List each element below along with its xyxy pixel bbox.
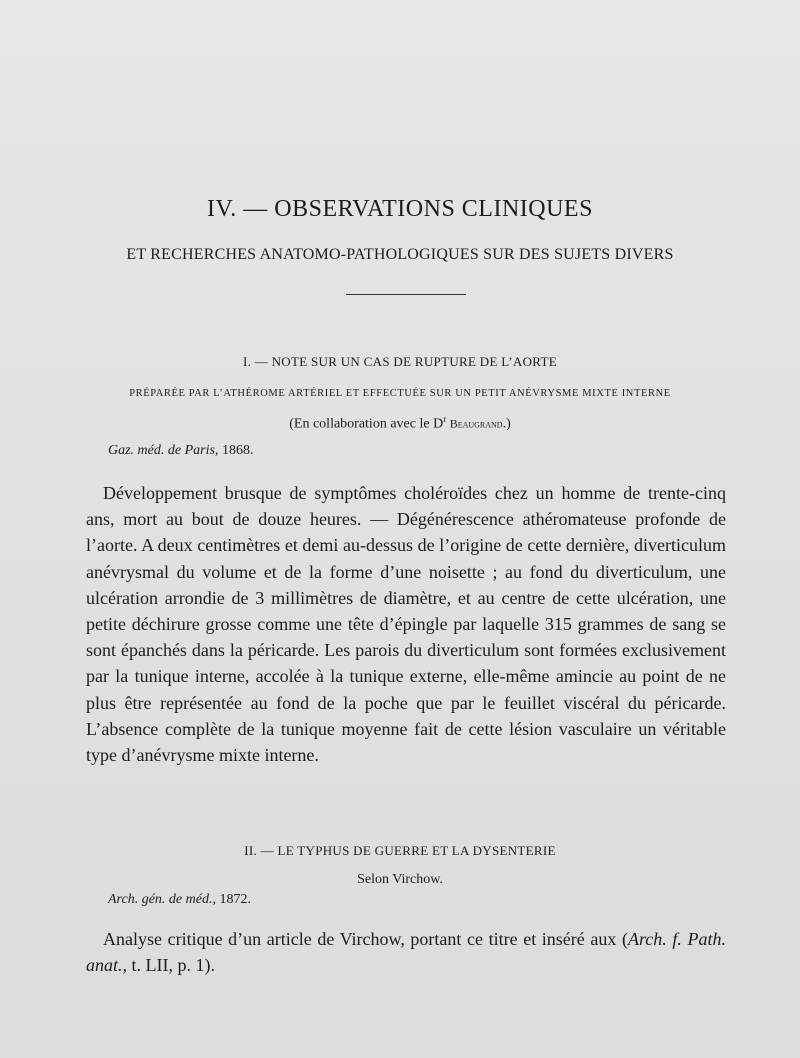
body-start: Analyse critique d’un article de Virchow, portant ce titre et inséré aux ( — [103, 929, 628, 949]
collab-name: Beaugrand — [449, 416, 503, 431]
collab-superscript: r — [443, 414, 447, 424]
citation-journal: Arch. gén. de méd., — [108, 892, 216, 907]
citation-journal: Gaz. méd. de Paris, — [108, 443, 219, 458]
body-end: t. LII, p. 1). — [127, 955, 215, 976]
collab-prefix: (En collaboration avec le D — [289, 416, 444, 432]
article-2-selon: Selon Virchow. — [357, 872, 443, 887]
citation-year: 1868. — [221, 443, 254, 458]
title-divider — [346, 294, 466, 295]
article-2-citation — [108, 892, 251, 908]
citation-year: 1872. — [219, 892, 251, 907]
article-1-heading: I. — NOTE SUR UN CAS DE RUPTURE DE L’AORTE — [243, 354, 557, 369]
collab-suffix: .) — [502, 416, 511, 432]
body-ref: Arch. f. Path. anat., — [86, 929, 726, 976]
article-1-subheading: PRÉPARÉE PAR L’ATHÉROME ARTÉRIEL ET EFFECTUÉE SUR UN PETIT ANÉVRYSME MIXTE INTERNE — [129, 388, 671, 399]
article-2-heading: II. — LE TYPHUS DE GUERRE ET LA DYSENTERIE — [244, 843, 556, 858]
section-title: IV. — OBSERVATIONS CLINIQUES — [207, 196, 593, 222]
article-1-collaboration — [0, 414, 800, 433]
article-1-citation — [108, 443, 253, 459]
section-subtitle: ET RECHERCHES ANATOMO-PATHOLOGIQUES SUR DES SUJETS DIVERS — [126, 246, 674, 263]
article-1-body: Développement brusque de symptômes choléroïdes chez un homme de trente-cinq ans, mort au bout de douze heures. — Dégénérescence athéromateuse profonde de l’aorte. A deux centimètres et demi au-dessus de l’origine de cette dernière, diverticulum anévrysmal du volume et de la forme d’une noisette ; au fond du diverticulum, une ulcération arrondie de 3 millimètres de diamètre, et au centre de cette ulcération, une petite déchirure grosse comme une tête d’épingle par laquelle 315 grammes de sang se sont épanchés dans la péricarde. Les parois du diverticulum sont formées exclusivement par la tunique interne, accolée à la tunique externe, elle-même amincie au point de ne plus être représentée au fond de la poche que par le feuillet viscéral du péricarde. L’absence complète de la tunique moyenne fait de cette lésion vasculaire un véritable type d’anévrysme mixte interne. — [86, 483, 726, 766]
article-2-body — [86, 926, 726, 978]
